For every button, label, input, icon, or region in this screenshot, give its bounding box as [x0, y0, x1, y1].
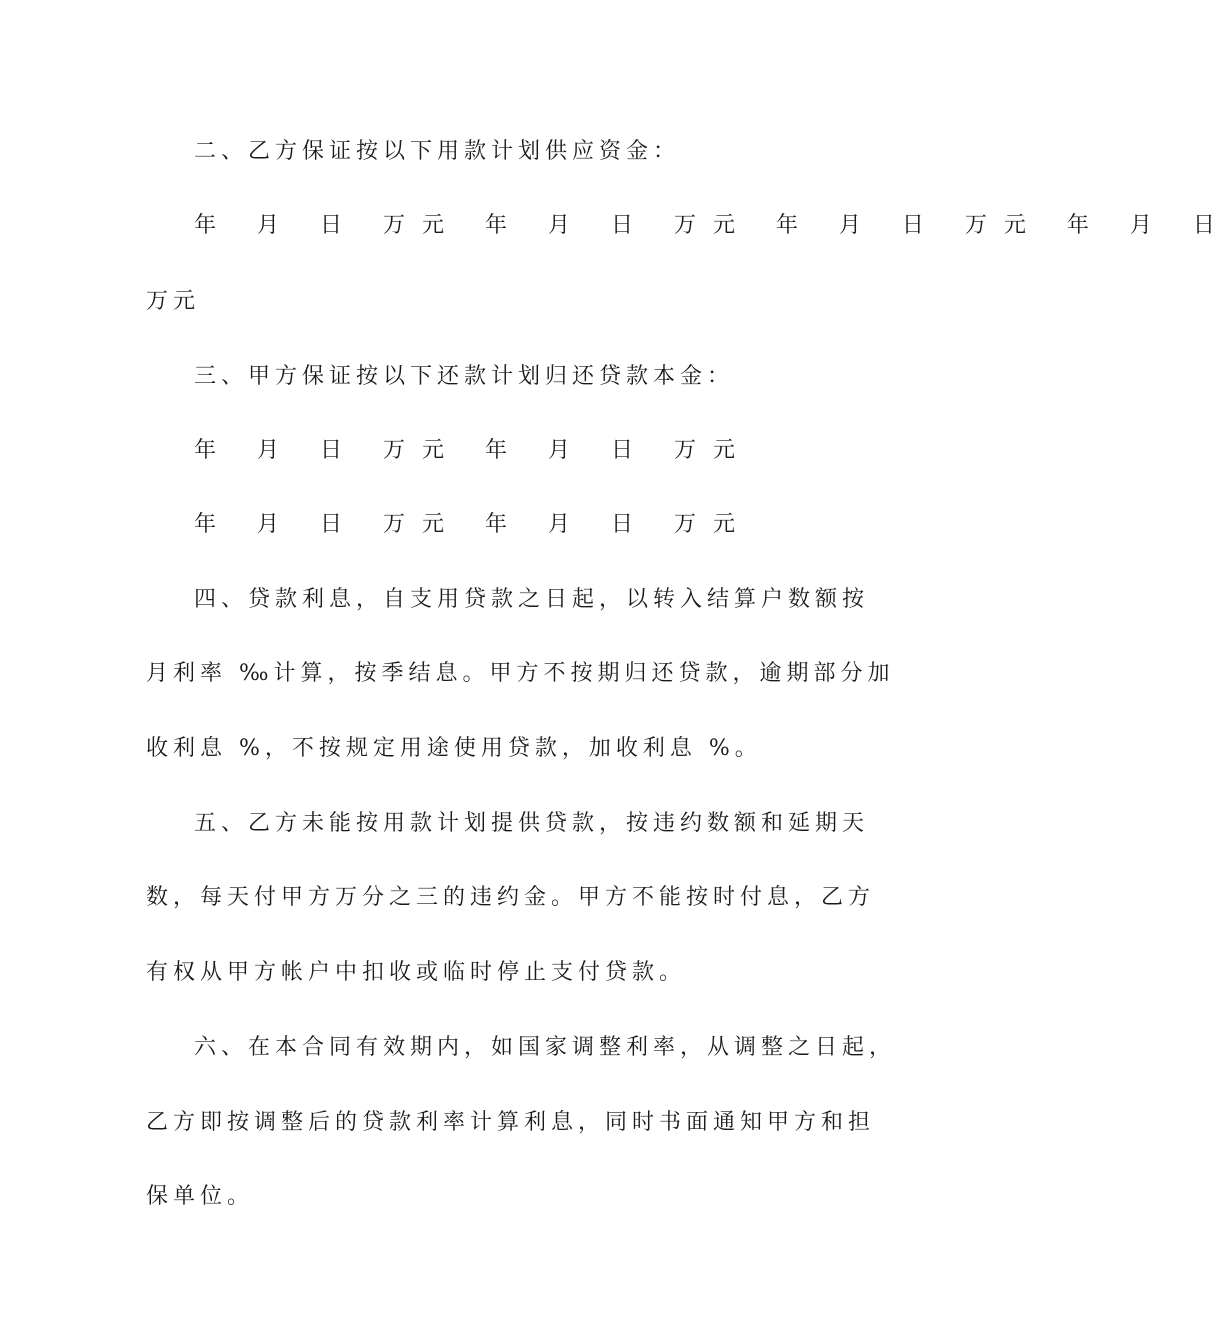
clause-4-line-3: 收利息 %，不按规定用途使用贷款，加收利息 %。	[146, 736, 762, 761]
clause-6-line-2: 乙方即按调整后的贷款利率计算利息，同时书面通知甲方和担	[146, 1110, 876, 1135]
clause-6-line-1: 六、在本合同有效期内，如国家调整利率，从调整之日起，	[194, 1035, 897, 1060]
clause-5-line-2: 数，每天付甲方万分之三的违约金。甲方不能按时付息，乙方	[146, 885, 876, 910]
clause-3-schedule-line-1: 年 月 日 万元 年 月 日 万元	[194, 438, 752, 463]
clause-2-schedule-line-2: 万元	[146, 289, 201, 314]
clause-6-line-3: 保单位。	[146, 1184, 255, 1209]
clause-2-schedule-line-1: 年 月 日 万元 年 月 日 万元 年 月 日 万元 年 月 日	[194, 213, 1232, 238]
clause-3-schedule-line-2: 年 月 日 万元 年 月 日 万元	[194, 512, 752, 537]
clause-2-heading: 二、乙方保证按以下用款计划供应资金：	[194, 139, 681, 164]
clause-3-heading: 三、甲方保证按以下还款计划归还贷款本金：	[194, 364, 735, 389]
clause-5-line-3: 有权从甲方帐户中扣收或临时停止支付贷款。	[146, 960, 687, 985]
clause-4-line-2: 月利率 ‰计算，按季结息。甲方不按期归还贷款，逾期部分加	[146, 661, 895, 686]
clause-4-line-1: 四、贷款利息，自支用贷款之日起，以转入结算户数额按	[194, 587, 870, 612]
clause-5-line-1: 五、乙方未能按用款计划提供贷款，按违约数额和延期天	[194, 811, 870, 836]
